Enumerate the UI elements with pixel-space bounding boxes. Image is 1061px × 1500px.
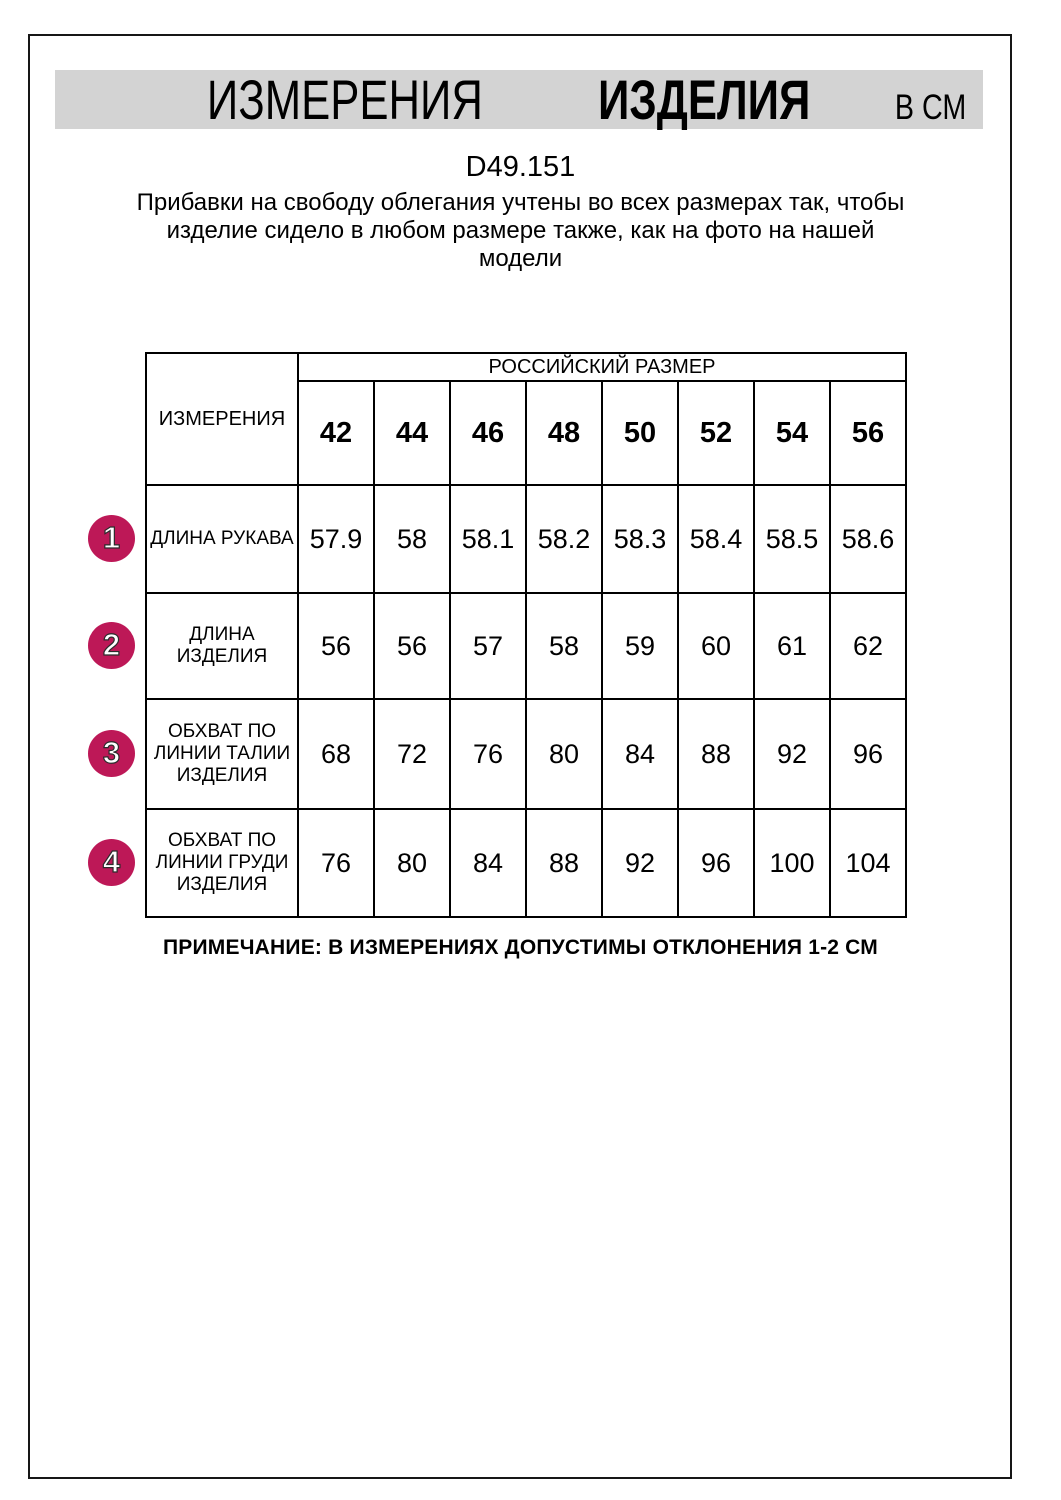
description-line: изделие сидело в любом размере также, как на фото на нашей xyxy=(166,217,875,244)
size-group-header-cell: РОССИЙСКИЙ РАЗМЕР xyxy=(298,353,906,381)
value-cell: 58 xyxy=(374,485,450,593)
value-cell: 60 xyxy=(678,593,754,699)
label-line: ОБХВАТ ПО xyxy=(167,830,277,851)
value-cell: 58.2 xyxy=(526,485,602,593)
title-product: ИЗДЕЛИЯ xyxy=(598,67,811,131)
value-cell: 58.5 xyxy=(754,485,830,593)
title-unit: В СМ xyxy=(894,87,966,127)
label-line: ЛИНИИ ГРУДИ xyxy=(155,852,289,873)
value-cell: 59 xyxy=(602,593,678,699)
value-cell: 72 xyxy=(374,699,450,809)
row-label-cell xyxy=(146,593,298,699)
value-cell: 76 xyxy=(450,699,526,809)
size-header-cell: 56 xyxy=(830,381,906,485)
value-cell: 58.4 xyxy=(678,485,754,593)
table-row xyxy=(146,699,906,809)
size-header-cell: 42 xyxy=(298,381,374,485)
note-text: ПРИМЕЧАНИЕ: В ИЗМЕРЕНИЯХ ДОПУСТИМЫ ОТКЛОНЕНИЯ 1-2 СМ xyxy=(163,936,878,959)
value-cell: 58.6 xyxy=(830,485,906,593)
table-group-header-row xyxy=(146,353,906,381)
row-number-badge: 2 xyxy=(88,622,135,669)
table-row xyxy=(146,593,906,699)
value-cell: 57 xyxy=(450,593,526,699)
label-line: ДЛИНА xyxy=(189,624,255,645)
size-header-cell: 50 xyxy=(602,381,678,485)
value-cell: 62 xyxy=(830,593,906,699)
measurements-table xyxy=(145,352,907,918)
description-line: Прибавки на свободу облегания учтены во всех размерах так, чтобы xyxy=(136,189,905,216)
value-cell: 80 xyxy=(526,699,602,809)
size-header-cell: 46 xyxy=(450,381,526,485)
value-cell: 58.3 xyxy=(602,485,678,593)
value-cell: 61 xyxy=(754,593,830,699)
size-header-cell: 52 xyxy=(678,381,754,485)
value-cell: 58.1 xyxy=(450,485,526,593)
title-measurements: ИЗМЕРЕНИЯ xyxy=(207,67,484,131)
row-label-cell xyxy=(146,809,298,917)
label-line: ДЛИНА РУКАВА xyxy=(150,528,294,549)
product-code: D49.151 xyxy=(465,151,576,183)
value-cell: 56 xyxy=(374,593,450,699)
value-cell: 84 xyxy=(450,809,526,917)
value-cell: 84 xyxy=(602,699,678,809)
value-cell: 96 xyxy=(830,699,906,809)
value-cell: 68 xyxy=(298,699,374,809)
product-description xyxy=(0,189,1041,273)
row-number-badge: 3 xyxy=(88,730,135,777)
value-cell: 96 xyxy=(678,809,754,917)
table-row xyxy=(146,485,906,593)
value-cell: 88 xyxy=(678,699,754,809)
label-line: ИЗДЕЛИЯ xyxy=(176,765,268,786)
row-number-badge: 1 xyxy=(88,515,135,562)
label-line: ОБХВАТ ПО xyxy=(167,721,277,742)
header-bar xyxy=(55,67,983,131)
label-line: ЛИНИИ ТАЛИИ xyxy=(153,743,291,764)
row-number-badge: 4 xyxy=(88,839,135,886)
value-cell: 56 xyxy=(298,593,374,699)
value-cell: 92 xyxy=(602,809,678,917)
size-header-cell: 54 xyxy=(754,381,830,485)
value-cell: 80 xyxy=(374,809,450,917)
table-row xyxy=(146,809,906,917)
row-label-cell xyxy=(146,485,298,593)
value-cell: 88 xyxy=(526,809,602,917)
label-line: ИЗДЕЛИЯ xyxy=(176,646,268,667)
page-title xyxy=(64,67,973,131)
value-cell: 58 xyxy=(526,593,602,699)
value-cell: 92 xyxy=(754,699,830,809)
row-label-cell xyxy=(146,699,298,809)
value-cell: 100 xyxy=(754,809,830,917)
value-cell: 76 xyxy=(298,809,374,917)
value-cell: 104 xyxy=(830,809,906,917)
size-header-cell: 48 xyxy=(526,381,602,485)
description-line: модели xyxy=(478,245,563,272)
value-cell: 57.9 xyxy=(298,485,374,593)
label-line: ИЗДЕЛИЯ xyxy=(176,874,268,895)
measurements-header-cell: ИЗМЕРЕНИЯ xyxy=(146,353,298,485)
size-header-cell: 44 xyxy=(374,381,450,485)
